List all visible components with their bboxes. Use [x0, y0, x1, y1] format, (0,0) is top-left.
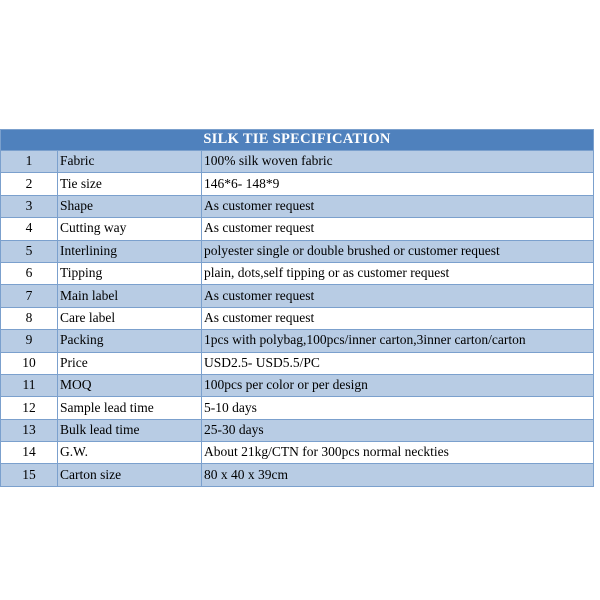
row-item-cell: Carton size: [58, 464, 202, 486]
table-title: SILK TIE SPECIFICATION: [1, 130, 594, 151]
row-value-cell: 25-30 days: [202, 419, 594, 441]
spec-table: [0, 129, 594, 487]
table-row: [1, 374, 594, 396]
row-number-cell: 5: [1, 240, 58, 262]
row-item-cell: Tipping: [58, 262, 202, 284]
row-value-cell: plain, dots,self tipping or as customer request: [202, 262, 594, 284]
row-value-cell: As customer request: [202, 285, 594, 307]
row-value-cell: USD2.5- USD5.5/PC: [202, 352, 594, 374]
row-number-cell: 13: [1, 419, 58, 441]
row-number-cell: 3: [1, 195, 58, 217]
row-item-cell: Tie size: [58, 173, 202, 195]
row-item-cell: MOQ: [58, 374, 202, 396]
row-number-cell: 7: [1, 285, 58, 307]
table-row: [1, 442, 594, 464]
row-item-cell: Cutting way: [58, 218, 202, 240]
row-value-cell: 5-10 days: [202, 397, 594, 419]
table-title-row: [1, 130, 594, 151]
row-value-cell: As customer request: [202, 195, 594, 217]
row-value-cell: 146*6- 148*9: [202, 173, 594, 195]
table-row: [1, 330, 594, 352]
row-item-cell: Fabric: [58, 151, 202, 173]
row-item-cell: Packing: [58, 330, 202, 352]
row-number-cell: 4: [1, 218, 58, 240]
spec-table-container: [0, 129, 593, 487]
row-number-cell: 14: [1, 442, 58, 464]
row-number-cell: 11: [1, 374, 58, 396]
row-number-cell: 10: [1, 352, 58, 374]
row-value-cell: About 21kg/CTN for 300pcs normal neckties: [202, 442, 594, 464]
table-row: [1, 419, 594, 441]
table-row: [1, 397, 594, 419]
row-item-cell: Bulk lead time: [58, 419, 202, 441]
row-number-cell: 9: [1, 330, 58, 352]
row-item-cell: Main label: [58, 285, 202, 307]
row-number-cell: 15: [1, 464, 58, 486]
table-row: [1, 262, 594, 284]
table-row: [1, 173, 594, 195]
row-item-cell: Sample lead time: [58, 397, 202, 419]
row-item-cell: Care label: [58, 307, 202, 329]
table-row: [1, 195, 594, 217]
table-row: [1, 218, 594, 240]
row-value-cell: 1pcs with polybag,100pcs/inner carton,3inner carton/carton: [202, 330, 594, 352]
row-value-cell: As customer request: [202, 218, 594, 240]
table-body: [1, 151, 594, 487]
table-row: [1, 151, 594, 173]
row-number-cell: 1: [1, 151, 58, 173]
row-value-cell: polyester single or double brushed or customer request: [202, 240, 594, 262]
table-row: [1, 240, 594, 262]
row-value-cell: 80 x 40 x 39cm: [202, 464, 594, 486]
row-value-cell: As customer request: [202, 307, 594, 329]
row-value-cell: 100pcs per color or per design: [202, 374, 594, 396]
row-item-cell: Price: [58, 352, 202, 374]
row-number-cell: 2: [1, 173, 58, 195]
row-number-cell: 12: [1, 397, 58, 419]
row-item-cell: Shape: [58, 195, 202, 217]
table-row: [1, 352, 594, 374]
row-number-cell: 8: [1, 307, 58, 329]
table-row: [1, 307, 594, 329]
row-item-cell: Interlining: [58, 240, 202, 262]
table-row: [1, 464, 594, 486]
row-number-cell: 6: [1, 262, 58, 284]
row-value-cell: 100% silk woven fabric: [202, 151, 594, 173]
table-row: [1, 285, 594, 307]
row-item-cell: G.W.: [58, 442, 202, 464]
